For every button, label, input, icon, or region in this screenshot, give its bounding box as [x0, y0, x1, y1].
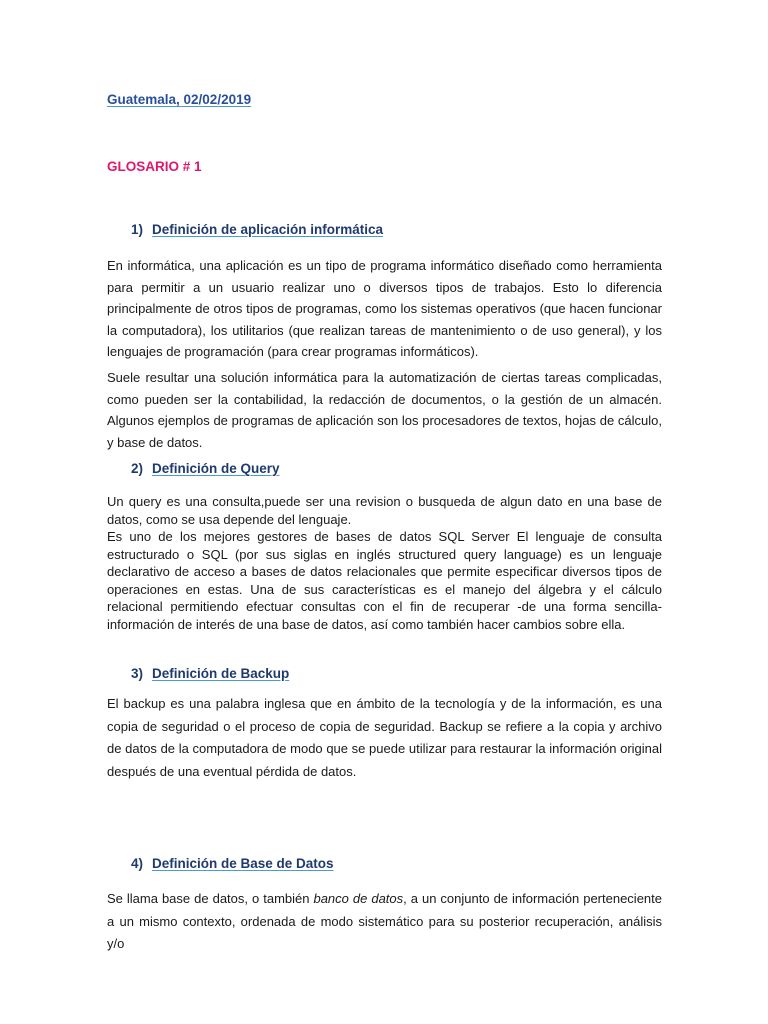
section-2-text-2: Es uno de los mejores gestores de bases de datos SQL Server El lenguaje de consulta estructurado o SQL (por sus siglas en inglés structured query language) es un lenguaje declarativo de acceso a bases de datos relacionales que permite especificar diversos tipos de operaciones en estas. Una de sus características es el manejo del álgebra y el cálculo relacional permitiendo efectuar consultas con el fin de recuperar -de una forma sencilla- información de interés de una base de datos, así como también hacer cambios sobre ella. — [107, 529, 662, 632]
section-3-paragraph — [107, 693, 662, 783]
section-4-text — [107, 888, 662, 956]
section-4-title: Definición de Base de Datos — [152, 856, 334, 871]
section-1-number: 1) — [131, 222, 144, 237]
section-1-heading — [131, 222, 383, 237]
section-2-paragraph — [107, 493, 662, 633]
section-4-heading — [131, 856, 334, 871]
section-1-text-1: En informática, una aplicación es un tipo de programa informático diseñado como herramienta para permitir a un usuario realizar uno o diversos tipos de trabajos. Esto lo diferencia principalmente de otros tipos de programas, como los sistemas operativos (que hacen funcionar la computadora), los utilitarios (que realizan tareas de mantenimiento o de uso general), y los lenguajes de programación (para crear programas informáticos). — [107, 258, 662, 359]
section-1-text-2: Suele resultar una solución informática para la automatización de ciertas tareas complicadas, como pueden ser la contabilidad, la redacción de documentos, o la gestión de un almacén. Algunos ejemplos de programas de aplicación son los procesadores de textos, hojas de cálculo, y base de datos. — [107, 370, 662, 450]
section-4-text-before: Se llama base de datos, o también — [107, 891, 314, 906]
section-4-number: 4) — [131, 856, 144, 871]
section-4-text-after: , a un conjunto de información perteneciente a un mismo contexto, ordenada de modo sistemático para su posterior recuperación, análisis y/o — [107, 891, 662, 951]
section-2-heading — [131, 461, 280, 476]
document-date: Guatemala, 02/02/2019 — [107, 92, 252, 107]
section-3-number: 3) — [131, 666, 144, 681]
section-3-text: El backup es una palabra inglesa que en ámbito de la tecnología y de la información, es una copia de seguridad o el proceso de copia de seguridad. Backup se refiere a la copia y archivo de datos de la computadora de modo que se puede utilizar para restaurar la información original después de una eventual pérdida de datos. — [107, 696, 662, 779]
section-4-paragraph — [107, 888, 662, 956]
section-1-paragraph-2 — [107, 367, 662, 453]
section-2-number: 2) — [131, 461, 144, 476]
section-1-paragraph-1 — [107, 255, 662, 363]
glossary-title: GLOSARIO # 1 — [107, 159, 202, 174]
section-3-heading — [131, 666, 289, 681]
section-3-title: Definición de Backup — [152, 666, 290, 681]
section-4-text-italic: banco de datos — [313, 891, 404, 906]
section-1-title: Definición de aplicación informática — [152, 222, 384, 237]
section-2-title: Definición de Query — [152, 461, 280, 476]
section-2-text-1: Un query es una consulta,puede ser una revision o busqueda de algun dato en una base de datos, como se usa depende del lenguaje. — [107, 494, 662, 527]
